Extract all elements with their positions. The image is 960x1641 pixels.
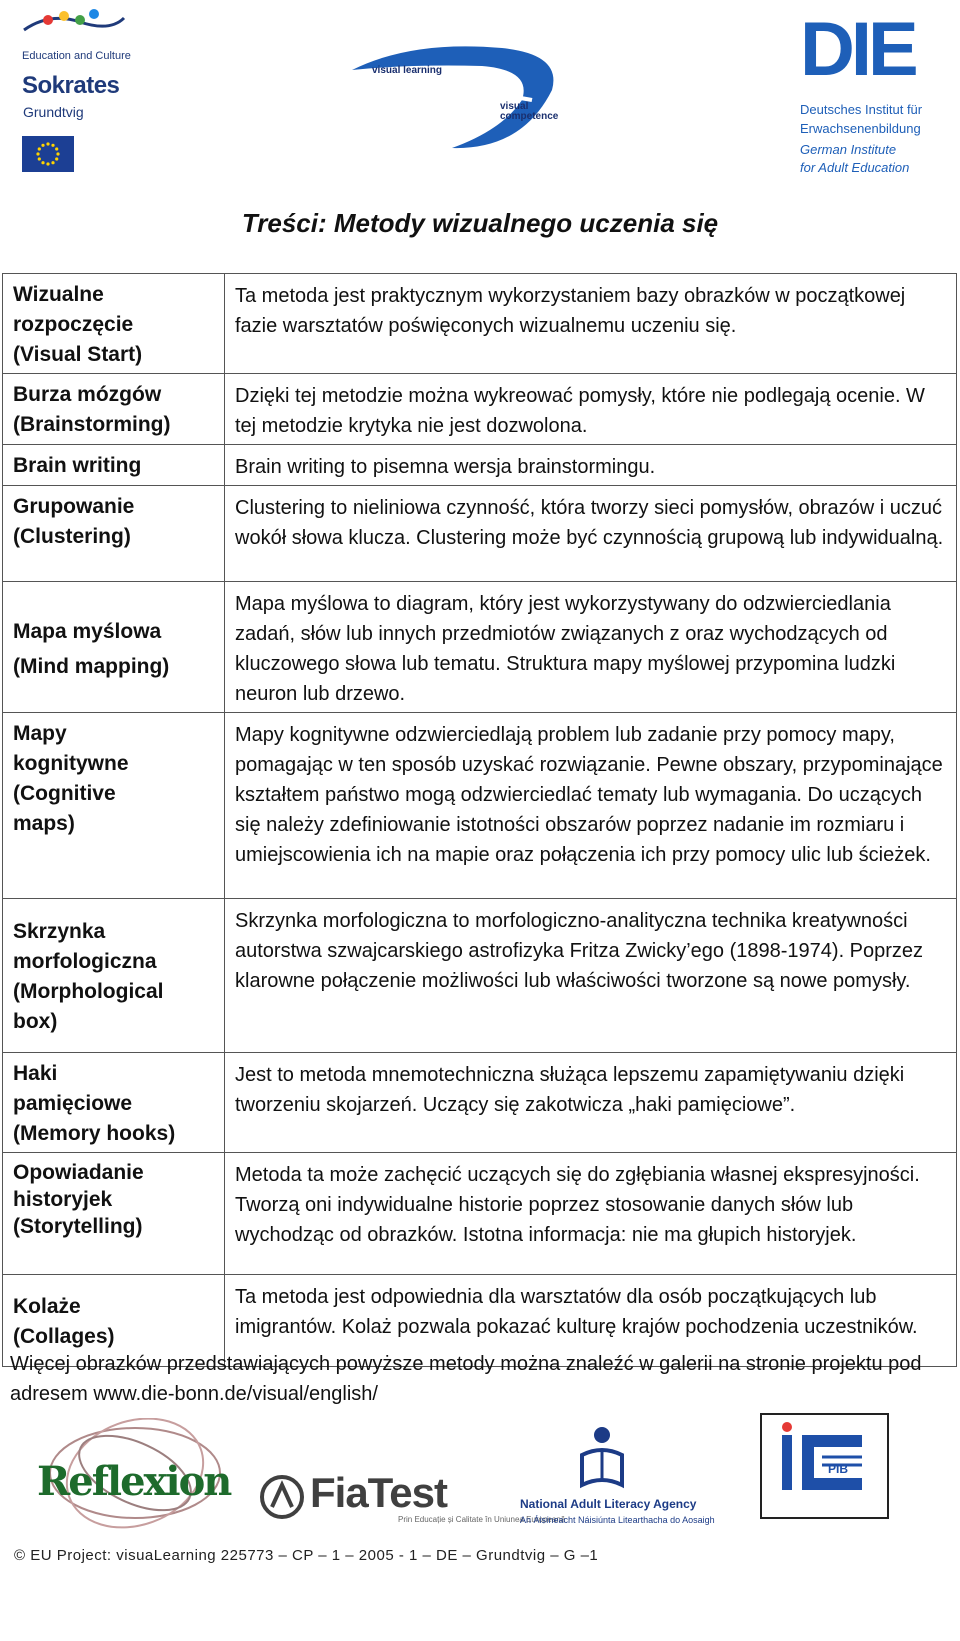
method-description: Skrzynka morfologiczna to morfologiczno-analityczna technika kreatywności autorstwa szwajcarskiego astrofizyka Fritza Zwicky’ego (1898-1974). Poprzez klarowne połączenie możliwości lub właściwości tworzone są nowe pomysły. <box>225 899 957 1053</box>
term-line: Kolaże <box>13 1295 81 1318</box>
die-name-en-2: for Adult Education <box>800 160 910 175</box>
method-description: Clustering to nieliniowa czynność, która tworzy sieci pomysłów, obrazów i uczuć wokół słowa klucza. Clustering może być czynnością grupową lub indywidualną. <box>225 486 957 582</box>
itc-emblem-icon <box>762 1415 883 1513</box>
term-line: rozpoczęcie <box>13 313 134 336</box>
term-line: (Mind mapping) <box>13 654 170 678</box>
term-line: kognitywne <box>13 752 129 775</box>
visual-learning-swoosh-icon <box>352 40 582 160</box>
fiatest-logo <box>258 1465 566 1525</box>
term-line: historyjek <box>13 1188 113 1211</box>
term-line: Burza mózgów <box>13 383 162 406</box>
term-line: Skrzynka <box>13 920 106 943</box>
method-term <box>3 899 225 1053</box>
term-line: (Brainstorming) <box>13 413 171 436</box>
reflexion-logo <box>25 1418 231 1533</box>
term-line: Wizualne <box>13 283 104 306</box>
gallery-note: Więcej obrazków przedstawiających powyższe metody można znaleźć w galerii na stronie projektu pod adresem www.die-bonn.de/visual/english/ <box>10 1353 922 1405</box>
method-term <box>3 1153 225 1275</box>
method-term <box>3 274 225 374</box>
term-line: Mapa myślowa <box>13 619 162 643</box>
visual-competence-label: visual competence <box>500 101 559 122</box>
table-row <box>3 1053 957 1153</box>
term-line: (Memory hooks) <box>13 1122 176 1145</box>
page-title: Treści: Metody wizualnego uczenia się <box>241 208 719 238</box>
reflexion-wordmark: Reflexion <box>37 1458 231 1505</box>
table-row <box>3 713 957 899</box>
eu-project-footer: © EU Project: visuaLearning 225773 – CP – 1 – 2005 - 1 – DE – Grundtvig – G –1 <box>14 1547 599 1564</box>
table-row <box>3 1153 957 1275</box>
methods-table <box>2 273 957 1367</box>
die-logo <box>800 7 960 175</box>
visual-learning-label: visual learning <box>372 65 443 76</box>
method-description: Mapa myślowa to diagram, który jest wykorzystywany do odzwierciedlania zadań, słów lub innych przedmiotów związanych z oraz wychodzących od kluczowego słowa lub tematu. Struktura mapy myślowej przypomina ludzki neuron lub drzewo. <box>225 582 957 713</box>
term-line: Opowiadanie <box>13 1161 144 1184</box>
ec-swoosh-icon <box>20 8 130 50</box>
term-line: (Collages) <box>13 1325 115 1348</box>
method-term <box>3 582 225 713</box>
die-mark: DIE <box>800 7 915 92</box>
itc-pib-label: PIB <box>828 1462 849 1476</box>
table-row <box>3 274 957 374</box>
method-description: Jest to metoda mnemotechniczna służąca lepszemu zapamiętywaniu dzięki tworzeniu skojarzeń. Uczący się zakotwicza „haki pamięciowe”. <box>225 1053 957 1153</box>
nala-name-irish: An Áisíneacht Náisiúnta Litearthacha do Aosaigh <box>520 1515 715 1525</box>
term-line: pamięciowe <box>13 1092 133 1115</box>
ec-caption: Education and Culture <box>22 50 131 62</box>
term-line: (Visual Start) <box>13 343 143 366</box>
term-line: maps) <box>13 812 75 835</box>
method-term <box>3 486 225 582</box>
sokrates-label: Sokrates <box>22 72 120 99</box>
table-row <box>3 445 957 486</box>
method-term <box>3 445 225 486</box>
reader-figure-icon <box>572 1425 632 1493</box>
die-name-en-1: German Institute <box>800 142 897 157</box>
fiatest-tagline: Prin Educație și Calitate în Uniunea Europeană <box>398 1515 566 1524</box>
method-term <box>3 1053 225 1153</box>
term-line: (Clustering) <box>13 525 131 548</box>
method-description: Dzięki tej metodzie można wykreować pomysły, które nie podlegają ocenie. W tej metodzie krytyka nie jest dozwolona. <box>225 374 957 445</box>
die-name-de-2: Erwachsenenbildung <box>800 121 921 136</box>
visual-learning-logo <box>352 40 582 160</box>
method-description: Metoda ta może zachęcić uczących się do zgłębiania własnej ekspresyjności. Tworzą oni indywidualne historie poprzez stosowanie danych słów lub wychodząc od obrazków. Istotna informacja: nie ma głupich historyjek. <box>225 1153 957 1275</box>
method-term <box>3 713 225 899</box>
nala-logo <box>520 1425 715 1530</box>
term-line: box) <box>13 1010 58 1033</box>
method-description: Mapy kognitywne odzwierciedlają problem lub zadanie przy pomocy mapy, pomagając w ten sposób uzyskać rozwiązanie. Pewne obszary, przypominające kształtem państwo mogą odzwierciedlać tematy lub wymagania. Do uczących się należy zdefiniowanie istotności obszarów poprzez nadanie im rozmiaru i umiejscowienia ich na mapie oraz połączenia ich przy pomocy ulic lub ścieżek. <box>225 713 957 899</box>
term-line: Brain writing <box>13 454 142 477</box>
grundtvig-label: Grundtvig <box>23 104 84 120</box>
method-description: Ta metoda jest odpowiednia dla warsztatów dla osób początkujących lub imigrantów. Kolaż pozwala pokazać kulturę krajów pochodzenia uczestników. <box>225 1275 957 1367</box>
term-line: (Morphological <box>13 980 164 1003</box>
eu-flag-icon <box>22 136 74 172</box>
table-row <box>3 582 957 713</box>
itc-logo <box>760 1413 889 1519</box>
nala-name: National Adult Literacy Agency <box>520 1497 697 1511</box>
die-name-de-1: Deutsches Institut für <box>800 102 923 117</box>
term-line: morfologiczna <box>13 950 157 973</box>
table-row <box>3 374 957 445</box>
term-line: (Storytelling) <box>13 1215 143 1238</box>
term-line: Haki <box>13 1062 58 1085</box>
fiatest-wordmark: FiaTest <box>310 1469 447 1516</box>
term-line: (Cognitive <box>13 782 116 805</box>
method-term <box>3 374 225 445</box>
fiatest-emblem-icon <box>258 1473 306 1521</box>
table-row <box>3 486 957 582</box>
table-row <box>3 899 957 1053</box>
term-line: Mapy <box>13 722 67 745</box>
term-line: Grupowanie <box>13 495 135 518</box>
method-description: Brain writing to pisemna wersja brainstormingu. <box>225 445 957 486</box>
method-description: Ta metoda jest praktycznym wykorzystaniem bazy obrazków w początkowej fazie warsztatów poświęconych wizualnemu uczeniu się. <box>225 274 957 374</box>
